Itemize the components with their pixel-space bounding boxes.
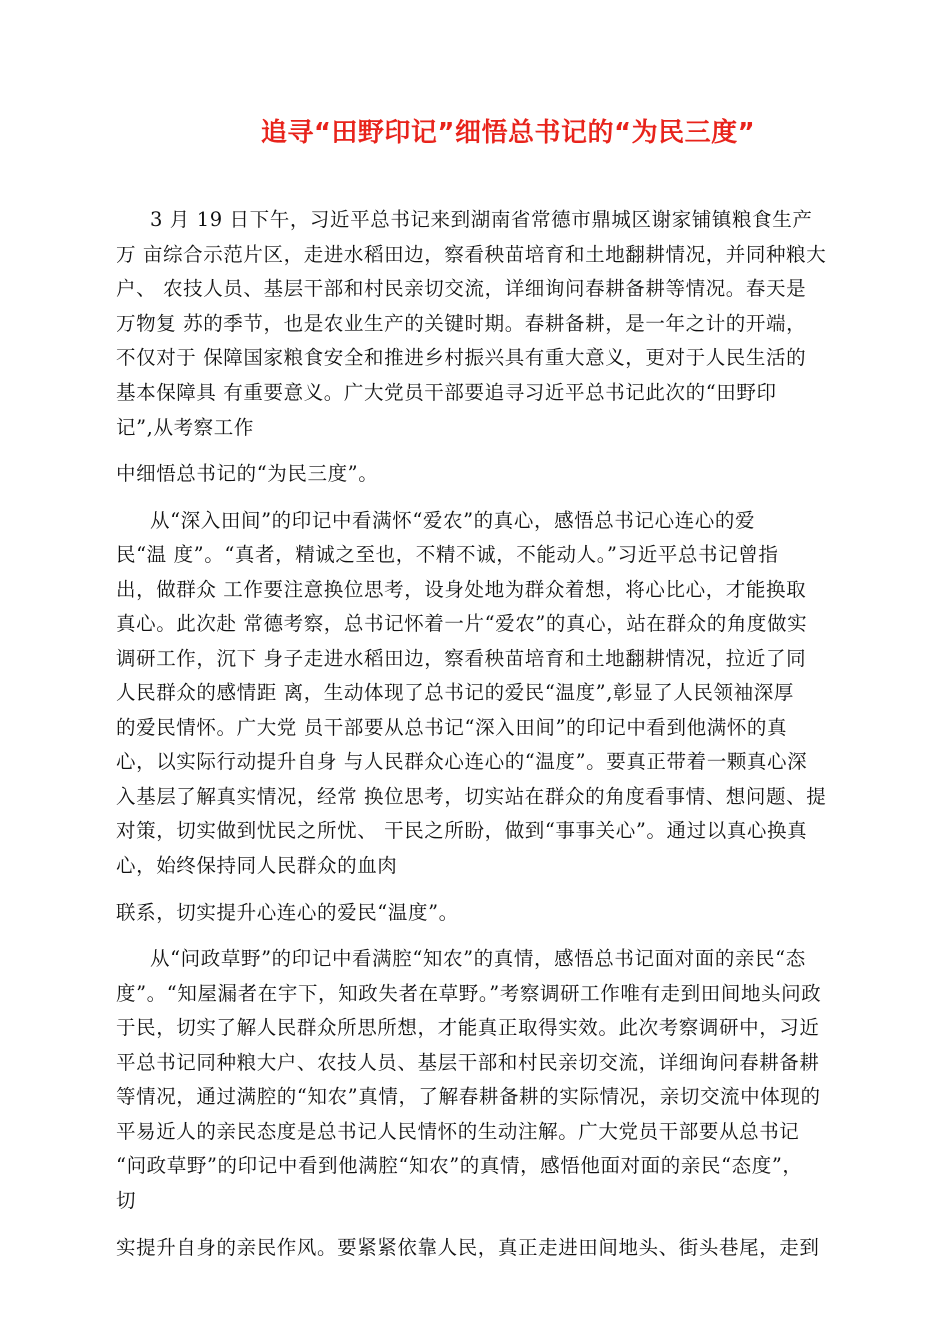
paragraph-line: 万 亩综合示范片区，走进水稻田边，察看秧苗培育和土地翻耕情况，并同种粮大 bbox=[116, 243, 827, 266]
paragraph-line: 不仅对于 保障国家粮食安全和推进乡村振兴具有重大意义，更对于人民生活的 bbox=[116, 346, 807, 369]
page-title: 追寻“田野印记”细悟总书记的“为民三度” bbox=[260, 118, 756, 148]
paragraph-line: 心，始终保持同人民群众的血肉 bbox=[116, 854, 398, 877]
paragraph-line: 联系，切实提升心连心的爱民“温度”。 bbox=[116, 901, 459, 924]
paragraph-line: 人民群众的感情距 离，生动体现了总书记的爱民“温度”,彰显了人民领袖深厚 bbox=[116, 681, 794, 704]
paragraph-line: 平总书记同种粮大户、农技人员、基层干部和村民亲切交流，详细询问春耕备耕 bbox=[116, 1051, 820, 1074]
paragraph-line: 切 bbox=[116, 1189, 137, 1212]
paragraph-line: 实提升自身的亲民作风。要紧紧依靠人民，真正走进田间地头、街头巷尾，走到 bbox=[116, 1236, 820, 1259]
paragraph-line: 3 月 19 日下午，习近平总书记来到湖南省常德市鼎城区谢家铺镇粮食生产 bbox=[150, 208, 813, 231]
paragraph-line: 从“问政草野”的印记中看满腔“知农”的真情，感悟总书记面对面的亲民“态 bbox=[150, 947, 806, 970]
paragraph-line: 入基层了解真实情况，经常 换位思考，切实站在群众的角度看事情、想问题、提 bbox=[116, 785, 827, 808]
paragraph-line: 对策，切实做到忧民之所忧、 干民之所盼，做到“事事关心”。通过以真心换真 bbox=[116, 819, 808, 842]
paragraph-line: 真心。此次赴 常德考察，总书记怀着一片“爱农”的真心，站在群众的角度做实 bbox=[116, 612, 808, 635]
paragraph-line: 中细悟总书记的“为民三度”。 bbox=[116, 462, 379, 485]
paragraph-line: 度”。“知屋漏者在宇下，知政失者在草野。”考察调研工作唯有走到田间地头问政 bbox=[116, 982, 822, 1005]
paragraph-line: 的爱民情怀。广大党 员干部要从总书记“深入田间”的印记中看到他满怀的真 bbox=[116, 716, 788, 739]
paragraph-line: 民“温 度”。“真者，精诚之至也，不精不诚，不能动人。”习近平总书记曾指 bbox=[116, 543, 779, 566]
paragraph-line: 平易近人的亲民态度是总书记人民情怀的生动注解。广大党员干部要从总书记 bbox=[116, 1120, 800, 1143]
paragraph-line: 调研工作，沉下 身子走进水稻田边，察看秧苗培育和土地翻耕情况，拉近了同 bbox=[116, 647, 807, 670]
paragraph-line: 户、 农技人员、基层干部和村民亲切交流，详细询问春耕备耕等情况。春天是 bbox=[116, 277, 807, 300]
paragraph-line: 心，以实际行动提升自身 与人民群众心连心的“温度”。要真正带着一颗真心深 bbox=[116, 750, 808, 773]
paragraph-line: 基本保障具 有重要意义。广大党员干部要追寻习近平总书记此次的“田野印 bbox=[116, 381, 777, 404]
paragraph-line: “问政草野”的印记中看到他满腔“知农”的真情，感悟他面对面的亲民“态度”， bbox=[116, 1154, 803, 1177]
paragraph-line: 出，做群众 工作要注意换位思考，设身处地为群众着想，将心比心，才能换取 bbox=[116, 578, 807, 601]
paragraph-line: 于民，切实了解人民群众所思所想，才能真正取得实效。此次考察调研中，习近 bbox=[116, 1016, 820, 1039]
paragraph-line: 等情况，通过满腔的“知农”真情，了解春耕备耕的实际情况，亲切交流中体现的 bbox=[116, 1085, 821, 1108]
paragraph-line: 记”,从考察工作 bbox=[116, 416, 254, 439]
paragraph-line: 万物复 苏的季节，也是农业生产的关键时期。春耕备耕，是一年之计的开端， bbox=[116, 312, 807, 335]
paragraph-line: 从“深入田间”的印记中看满怀“爱农”的真心，感悟总书记心连心的爱 bbox=[150, 509, 756, 532]
